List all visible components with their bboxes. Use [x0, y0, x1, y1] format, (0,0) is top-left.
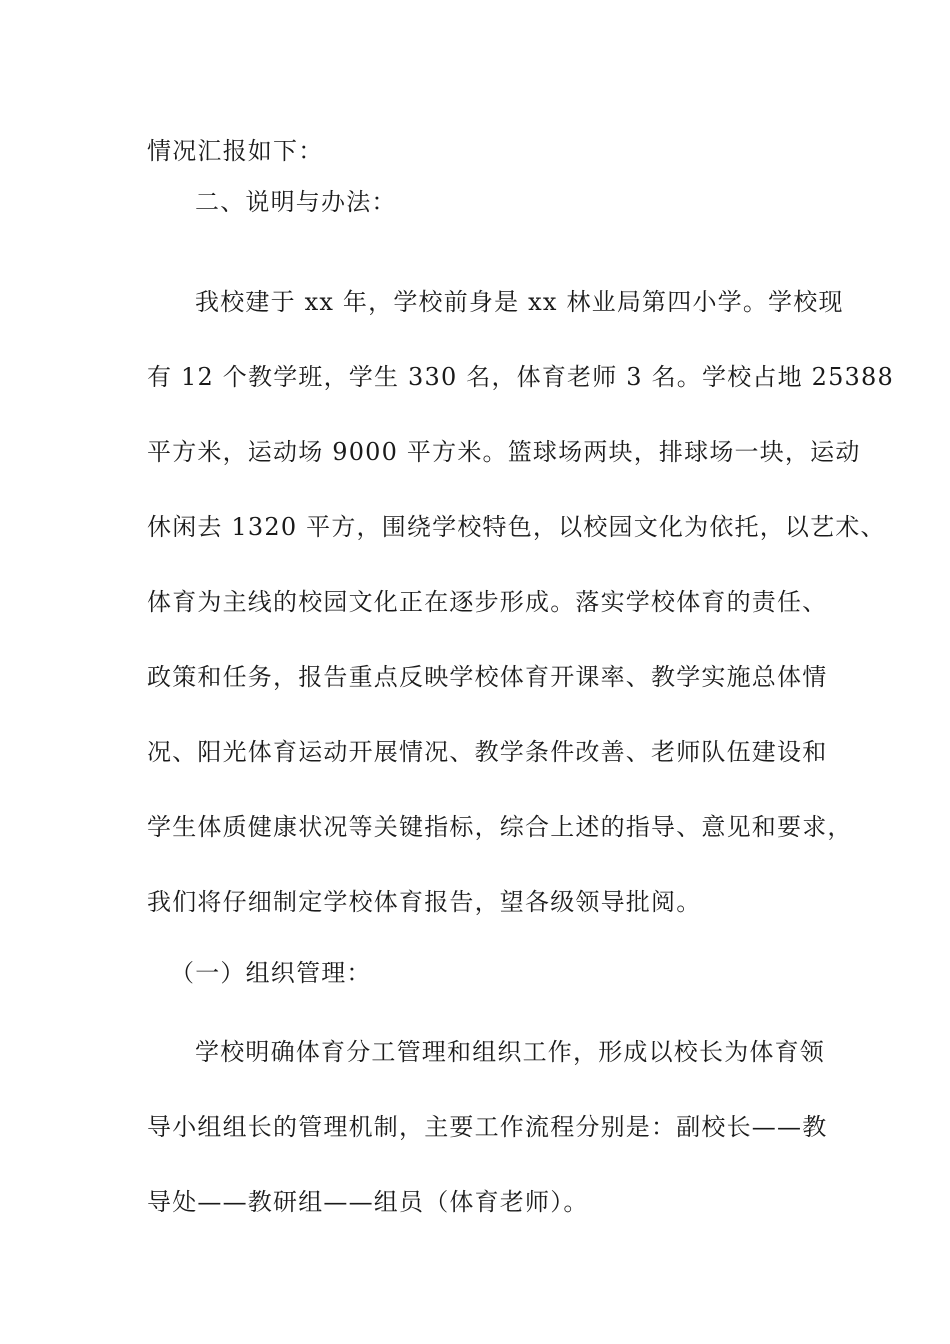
text-line: 学校明确体育分工管理和组织工作，形成以校长为体育领	[195, 1038, 825, 1066]
section-heading: 二、说明与办法：	[195, 188, 397, 216]
text-line: 导小组组长的管理机制，主要工作流程分别是：副校长——教	[147, 1113, 828, 1141]
text-line: 学生体质健康状况等关键指标，综合上述的指导、意见和要求，	[147, 813, 853, 841]
text-line: 有 12 个教学班，学生 330 名，体育老师 3 名。学校占地 25388	[147, 363, 894, 391]
text-line: 平方米，运动场 9000 平方米。篮球场两块，排球场一块，运动	[147, 438, 861, 466]
text-line: 我们将仔细制定学校体育报告，望各级领导批阅。	[147, 888, 702, 916]
text-line: 体育为主线的校园文化正在逐步形成。落实学校体育的责任、	[147, 588, 828, 616]
text-line: 况、阳光体育运动开展情况、教学条件改善、老师队伍建设和	[147, 738, 828, 766]
text-line: 导处——教研组——组员（体育老师）。	[147, 1188, 589, 1216]
text-line: 情况汇报如下：	[147, 137, 324, 165]
text-line: 政策和任务，报告重点反映学校体育开课率、教学实施总体情	[147, 663, 828, 691]
text-line: 我校建于 xx 年，学校前身是 xx 林业局第四小学。学校现	[195, 288, 844, 316]
subsection-heading: （一）组织管理：	[170, 959, 372, 987]
text-line: 休闲去 1320 平方，围绕学校特色，以校园文化为依托，以艺术、	[147, 513, 886, 541]
